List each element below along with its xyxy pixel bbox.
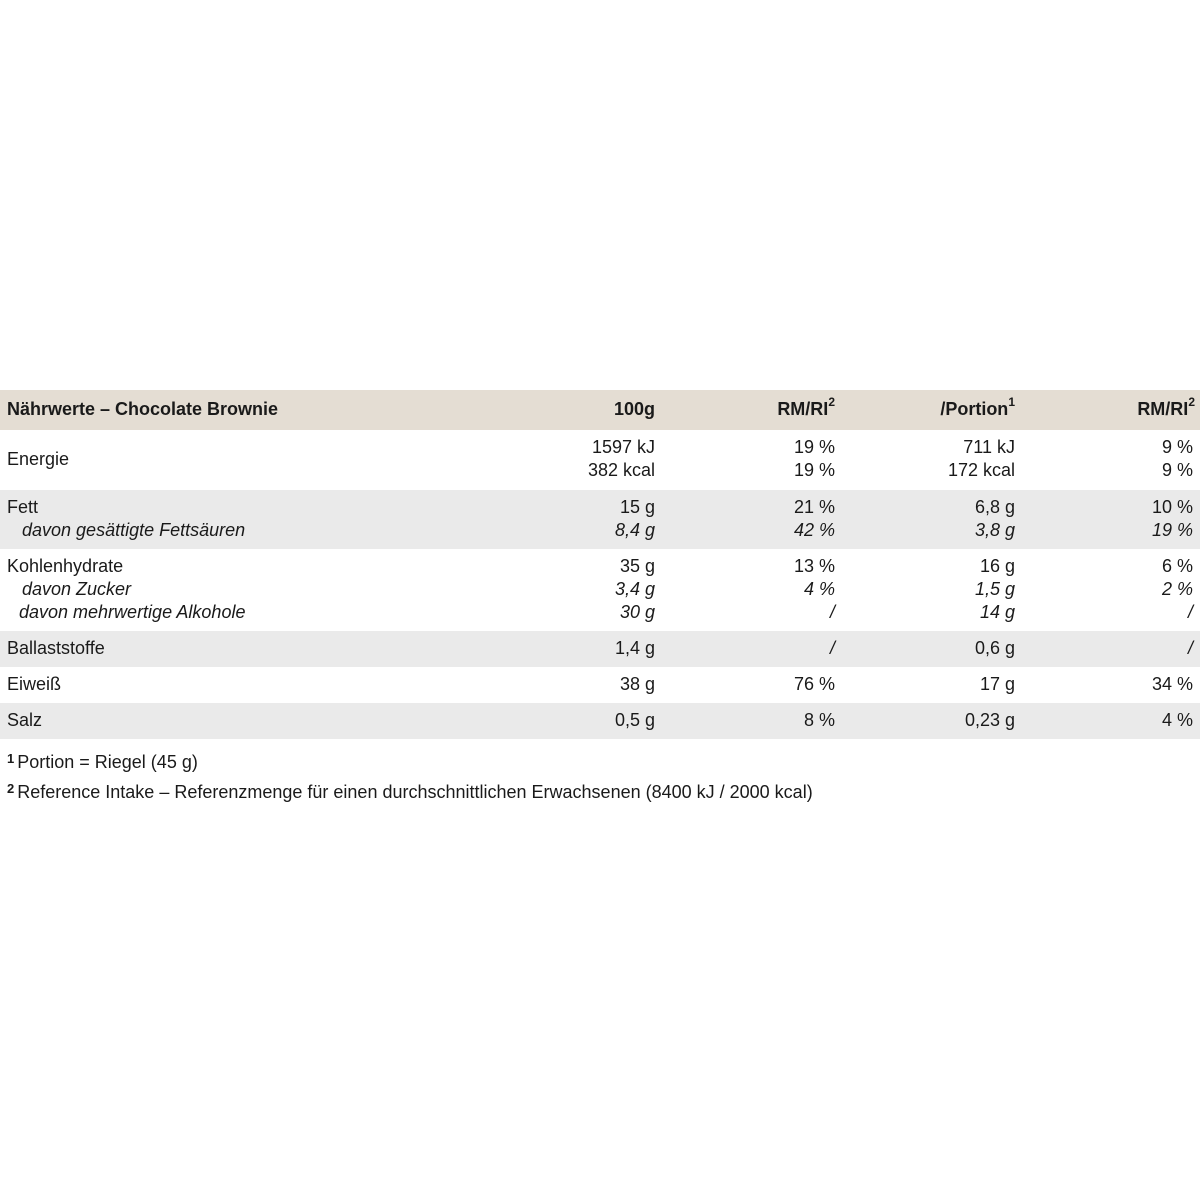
row-label: Kohlenhydrate davon Zucker davon mehrwertige Alkohole [7,556,246,622]
cell-100g: 35 g 3,4 g 30 g [614,556,655,622]
cell-rm-portion: 10 % 19 % [1151,497,1193,540]
col-header-portion: /Portion$^1$ [940,395,1015,419]
col-header-100g: 100g [613,399,655,419]
cell-rm-portion: 4 % [1161,710,1193,730]
row-salz [0,703,1200,739]
cell-portion: 711 kJ 172 kcal [947,437,1015,480]
row-ballaststoffe [0,631,1200,667]
row-label: Energie [7,449,70,469]
row-label: Salz [7,710,43,730]
cell-rm-portion: 6 % 2 % / [1161,556,1193,622]
row-energie [0,430,1200,490]
cell-portion: 6,8 g 3,8 g [974,497,1015,540]
cell-rm-100g: 8 % [803,710,835,730]
table-header [0,390,1200,430]
cell-100g: 1,4 g [614,638,655,658]
footnotes [7,748,813,808]
col-header-rm-ri-portion: $RM/RI^2$ [1137,395,1195,419]
cell-rm-portion: 34 % [1151,674,1193,694]
cell-rm-100g: / [829,638,835,658]
row-label: Ballaststoffe [7,638,105,658]
footnote-2: $^2$ Reference Intake – Referenzmenge für einen durchschnittlichen Erwachsenen (8400 kJ / 2000 kcal) [7,781,813,802]
cell-100g: 15 g 8,4 g [614,497,655,540]
nutrition-table [0,390,1200,739]
cell-100g: 0,5 g [614,710,655,730]
cell-rm-100g: 21 % 42 % [793,497,835,540]
cell-rm-100g: 19 % 19 % [793,437,835,480]
cell-portion: 0,6 g [974,638,1015,658]
row-label: Eiweiß [7,674,62,694]
row-eiweiss [0,667,1200,703]
row-label: Fett davon gesättigte Fettsäuren [7,497,246,540]
row-kohlenhydrate [0,549,1200,631]
cell-portion: 0,23 g [964,710,1015,730]
footnote-1: $^1$ Portion = Riegel (45 g) [7,751,198,772]
cell-rm-100g: 13 % 4 % / [793,556,835,622]
cell-rm-portion: / [1187,638,1193,658]
cell-portion: 17 g [979,674,1015,694]
cell-portion: 16 g 1,5 g 14 g [974,556,1015,622]
cell-100g: 38 g [619,674,655,694]
cell-rm-100g: 76 % [793,674,835,694]
cell-100g: 1597 kJ 382 kcal [587,437,655,480]
col-header-rm-ri-100g: $RM/RI^2$ [777,395,835,419]
row-fett [0,490,1200,549]
table-title: Nährwerte – Chocolate Brownie [7,399,279,419]
cell-rm-portion: 9 % 9 % [1161,437,1193,480]
